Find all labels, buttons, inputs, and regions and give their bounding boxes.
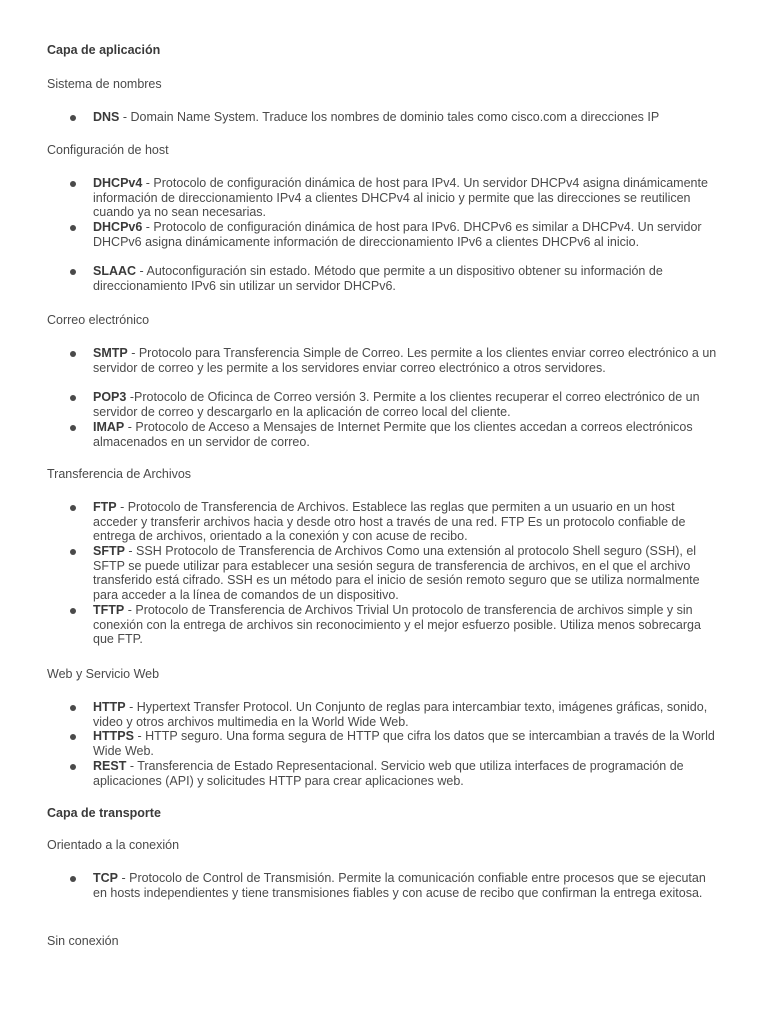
bullet-tftp bbox=[70, 608, 76, 614]
term-https: HTTPS bbox=[93, 729, 134, 743]
desc-dhcpv6: - Protocolo de configuración dinámica de host para IPv6. DHCPv6 es similar a DHCPv4. Un servidor DHCPv6 asigna dinámicamente información de direccionamiento IPv6 a clientes DHCPv6 al inicio. bbox=[93, 220, 702, 249]
term-slaac: SLAAC bbox=[93, 264, 137, 278]
bullet-ftp bbox=[70, 505, 76, 511]
bullet-http bbox=[70, 705, 76, 711]
term-pop3: POP3 bbox=[93, 390, 127, 404]
bullet-tcp bbox=[70, 876, 76, 882]
list-item-ftp bbox=[93, 500, 717, 544]
bullet-sftp bbox=[70, 549, 76, 555]
list-item-smtp bbox=[93, 346, 717, 375]
desc-dhcpv4: - Protocolo de configuración dinámica de host para IPv4. Un servidor DHCPv4 asigna dinámicamente información de direccionamiento IPv4 a clientes DHCPv4 al inicio y permite que las direcciones se reutilicen cuando ya no sean necesarias. bbox=[93, 176, 708, 219]
term-http: HTTP bbox=[93, 700, 126, 714]
list-item-tftp bbox=[93, 603, 717, 647]
list-item-tcp bbox=[93, 871, 717, 900]
term-dns: DNS bbox=[93, 110, 120, 124]
desc-smtp: - Protocolo para Transferencia Simple de Correo. Les permite a los clientes enviar correo electrónico a un servidor de correo y les permite a los servidores enviar correo electrónico a otros servidores. bbox=[93, 346, 717, 375]
desc-ftp: - Protocolo de Transferencia de Archivos. Establece las reglas que permiten a un usuario en un host acceder y transferir archivos hacia y desde otro host a través de una red. FTP Es un protocolo confiable de entrega de archivos, orientado a la conexión y con acuse de recibo. bbox=[93, 500, 686, 543]
subheading-connection-oriented: Orientado a la conexión bbox=[47, 838, 180, 852]
bullet-dhcpv6 bbox=[70, 225, 76, 231]
subheading-web: Web y Servicio Web bbox=[47, 667, 160, 681]
list-item-slaac bbox=[93, 264, 717, 293]
bullet-rest bbox=[70, 764, 76, 770]
heading-application-layer: Capa de aplicación bbox=[47, 43, 161, 57]
list-item-https bbox=[93, 729, 717, 758]
list-item-dns bbox=[93, 110, 717, 125]
list-item-imap bbox=[93, 420, 717, 449]
term-sftp: SFTP bbox=[93, 544, 125, 558]
desc-sftp: - SSH Protocolo de Transferencia de Archivos Como una extensión al protocolo Shell seguro (SSH), el SFTP se puede utilizar para establecer una sesión segura de transferencia de archivos, en el que el archivo transferido está cifrado. SSH es un método para el inicio de sesión remoto seguro que se utiliza normalmente para acceder a la línea de comandos de un dispositivo. bbox=[93, 544, 700, 602]
bullet-imap bbox=[70, 425, 76, 431]
bullet-dhcpv4 bbox=[70, 181, 76, 187]
list-item-pop3 bbox=[93, 390, 717, 419]
bullet-smtp bbox=[70, 351, 76, 357]
desc-imap: - Protocolo de Acceso a Mensajes de Internet Permite que los clientes accedan a correos electrónicos almacenados en un servidor de correo. bbox=[93, 420, 693, 449]
desc-dns: - Domain Name System. Traduce los nombres de dominio tales como cisco.com a direcciones IP bbox=[119, 110, 660, 124]
bullet-https bbox=[70, 734, 76, 740]
desc-https: - HTTP seguro. Una forma segura de HTTP que cifra los datos que se intercambian a través de la World Wide Web. bbox=[93, 729, 715, 758]
desc-tcp: - Protocolo de Control de Transmisión. Permite la comunicación confiable entre procesos que se ejecutan en hosts independientes y tiene transmisiones fiables y con acuse de recibo que confirman la entrega exitosa. bbox=[93, 871, 706, 900]
list-item-rest bbox=[93, 759, 717, 788]
desc-http: - Hypertext Transfer Protocol. Un Conjunto de reglas para intercambiar texto, imágenes gráficas, sonido, video y otros archivos multimedia en la World Wide Web. bbox=[93, 700, 708, 729]
term-rest: REST bbox=[93, 759, 127, 773]
list-item-sftp bbox=[93, 544, 717, 602]
term-smtp: SMTP bbox=[93, 346, 128, 360]
list-item-http bbox=[93, 700, 717, 729]
term-dhcpv6: DHCPv6 bbox=[93, 220, 143, 234]
term-tcp: TCP bbox=[93, 871, 118, 885]
subheading-connectionless: Sin conexión bbox=[47, 934, 119, 948]
desc-slaac: - Autoconfiguración sin estado. Método que permite a un dispositivo obtener su información de direccionamiento IPv6 sin utilizar un servidor DHCPv6. bbox=[93, 264, 663, 293]
term-imap: IMAP bbox=[93, 420, 125, 434]
subheading-email: Correo electrónico bbox=[47, 313, 150, 327]
list-item-dhcpv4 bbox=[93, 176, 717, 220]
term-ftp: FTP bbox=[93, 500, 117, 514]
subheading-naming: Sistema de nombres bbox=[47, 77, 162, 91]
bullet-pop3 bbox=[70, 395, 76, 401]
term-dhcpv4: DHCPv4 bbox=[93, 176, 143, 190]
desc-rest: - Transferencia de Estado Representacional. Servicio web que utiliza interfaces de programación de aplicaciones (API) y solicitudes HTTP para crear aplicaciones web. bbox=[93, 759, 684, 788]
heading-transport-layer: Capa de transporte bbox=[47, 806, 161, 820]
subheading-file-transfer: Transferencia de Archivos bbox=[47, 467, 192, 481]
desc-tftp: - Protocolo de Transferencia de Archivos Trivial Un protocolo de transferencia de archivos simple y sin conexión con la entrega de archivos sin reconocimiento y el mejor esfuerzo posible. Utiliza menos sobrecarga que FTP. bbox=[93, 603, 701, 646]
bullet-slaac bbox=[70, 269, 76, 275]
term-tftp: TFTP bbox=[93, 603, 125, 617]
subheading-host-config: Configuración de host bbox=[47, 143, 169, 157]
desc-pop3: -Protocolo de Oficinca de Correo versión 3. Permite a los clientes recuperar el correo electrónico de un servidor de correo y descargarlo en la aplicación de correo local del cliente. bbox=[93, 390, 700, 419]
bullet-dns bbox=[70, 115, 76, 121]
list-item-dhcpv6 bbox=[93, 220, 717, 249]
